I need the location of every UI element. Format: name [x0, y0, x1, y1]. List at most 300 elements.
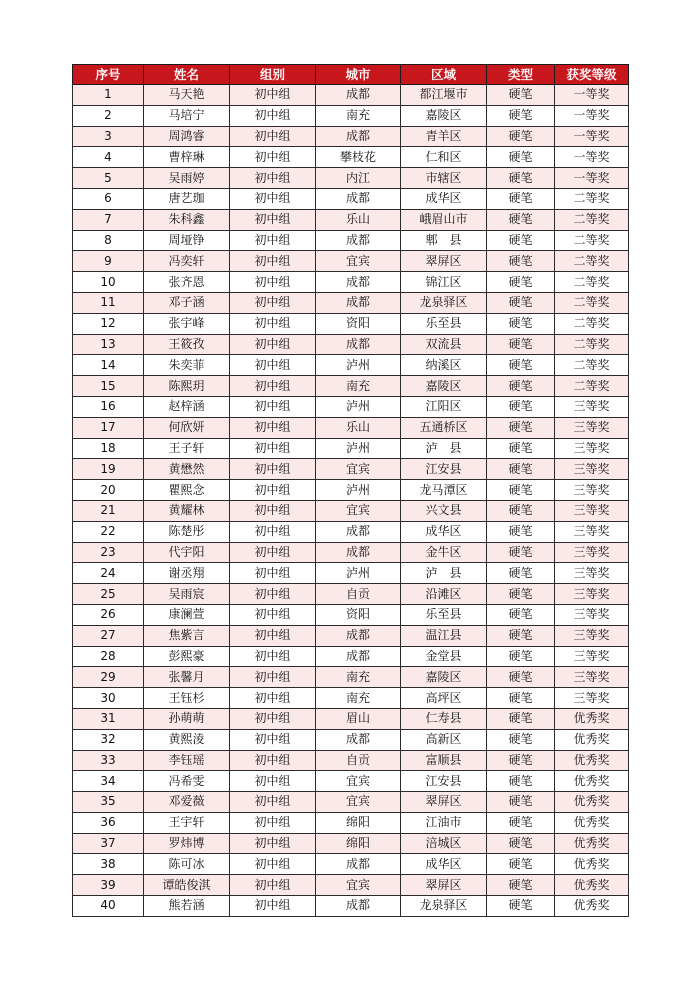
cell-serial-number: 35	[73, 792, 144, 813]
cell-award-level: 优秀奖	[555, 896, 629, 917]
cell-city: 成都	[316, 85, 401, 106]
cell-name: 冯奕轩	[144, 251, 230, 272]
table-row	[73, 396, 629, 417]
cell-award-level: 三等奖	[555, 542, 629, 563]
table-row	[73, 854, 629, 875]
header-award-level: 获奖等级	[555, 65, 629, 85]
cell-award-level: 三等奖	[555, 604, 629, 625]
table-row	[73, 563, 629, 584]
cell-type: 硬笔	[487, 168, 555, 189]
header-type: 类型	[487, 65, 555, 85]
cell-serial-number: 2	[73, 105, 144, 126]
cell-city: 成都	[316, 188, 401, 209]
table-row	[73, 417, 629, 438]
cell-serial-number: 23	[73, 542, 144, 563]
cell-serial-number: 25	[73, 584, 144, 605]
cell-group: 初中组	[230, 604, 316, 625]
cell-city: 泸州	[316, 563, 401, 584]
cell-city: 泸州	[316, 480, 401, 501]
cell-group: 初中组	[230, 750, 316, 771]
cell-serial-number: 3	[73, 126, 144, 147]
cell-district: 沿滩区	[401, 584, 487, 605]
cell-city: 成都	[316, 854, 401, 875]
cell-district: 翠屏区	[401, 875, 487, 896]
cell-district: 乐至县	[401, 604, 487, 625]
cell-group: 初中组	[230, 771, 316, 792]
cell-type: 硬笔	[487, 376, 555, 397]
cell-award-level: 二等奖	[555, 188, 629, 209]
cell-serial-number: 19	[73, 459, 144, 480]
cell-serial-number: 9	[73, 251, 144, 272]
cell-city: 资阳	[316, 604, 401, 625]
cell-group: 初中组	[230, 438, 316, 459]
cell-name: 张宇峰	[144, 313, 230, 334]
cell-district: 龙泉驿区	[401, 896, 487, 917]
cell-name: 马天艳	[144, 85, 230, 106]
cell-type: 硬笔	[487, 729, 555, 750]
cell-district: 金堂县	[401, 646, 487, 667]
table-row	[73, 792, 629, 813]
cell-city: 宜宾	[316, 459, 401, 480]
cell-group: 初中组	[230, 459, 316, 480]
cell-award-level: 二等奖	[555, 334, 629, 355]
cell-group: 初中组	[230, 708, 316, 729]
cell-district: 泸 县	[401, 438, 487, 459]
cell-city: 南充	[316, 667, 401, 688]
cell-city: 南充	[316, 105, 401, 126]
cell-serial-number: 4	[73, 147, 144, 168]
cell-group: 初中组	[230, 625, 316, 646]
cell-group: 初中组	[230, 355, 316, 376]
cell-group: 初中组	[230, 500, 316, 521]
cell-group: 初中组	[230, 188, 316, 209]
cell-type: 硬笔	[487, 292, 555, 313]
cell-serial-number: 37	[73, 833, 144, 854]
cell-serial-number: 5	[73, 168, 144, 189]
header-name: 姓名	[144, 65, 230, 85]
table-row	[73, 376, 629, 397]
cell-award-level: 优秀奖	[555, 750, 629, 771]
cell-district: 嘉陵区	[401, 376, 487, 397]
cell-serial-number: 36	[73, 812, 144, 833]
cell-group: 初中组	[230, 230, 316, 251]
cell-group: 初中组	[230, 251, 316, 272]
cell-award-level: 优秀奖	[555, 812, 629, 833]
cell-award-level: 二等奖	[555, 355, 629, 376]
cell-district: 郫 县	[401, 230, 487, 251]
cell-name: 王宇轩	[144, 812, 230, 833]
table-row	[73, 230, 629, 251]
cell-name: 朱科鑫	[144, 209, 230, 230]
cell-type: 硬笔	[487, 417, 555, 438]
cell-serial-number: 8	[73, 230, 144, 251]
cell-type: 硬笔	[487, 625, 555, 646]
cell-name: 熊若涵	[144, 896, 230, 917]
cell-award-level: 二等奖	[555, 376, 629, 397]
table-row	[73, 251, 629, 272]
cell-name: 王子轩	[144, 438, 230, 459]
cell-group: 初中组	[230, 126, 316, 147]
cell-serial-number: 26	[73, 604, 144, 625]
cell-serial-number: 31	[73, 708, 144, 729]
cell-group: 初中组	[230, 833, 316, 854]
cell-name: 彭熙豪	[144, 646, 230, 667]
cell-name: 谭皓俊淇	[144, 875, 230, 896]
cell-city: 绵阳	[316, 833, 401, 854]
cell-type: 硬笔	[487, 355, 555, 376]
cell-type: 硬笔	[487, 480, 555, 501]
cell-group: 初中组	[230, 105, 316, 126]
cell-city: 泸州	[316, 396, 401, 417]
cell-serial-number: 6	[73, 188, 144, 209]
cell-award-level: 优秀奖	[555, 729, 629, 750]
cell-city: 攀枝花	[316, 147, 401, 168]
header-city: 城市	[316, 65, 401, 85]
cell-award-level: 三等奖	[555, 625, 629, 646]
cell-name: 李钰瑶	[144, 750, 230, 771]
cell-award-level: 三等奖	[555, 646, 629, 667]
cell-type: 硬笔	[487, 313, 555, 334]
cell-group: 初中组	[230, 480, 316, 501]
cell-serial-number: 32	[73, 729, 144, 750]
cell-district: 五通桥区	[401, 417, 487, 438]
cell-name: 王筱孜	[144, 334, 230, 355]
cell-city: 成都	[316, 896, 401, 917]
cell-award-level: 一等奖	[555, 147, 629, 168]
cell-city: 自贡	[316, 750, 401, 771]
cell-district: 龙马潭区	[401, 480, 487, 501]
cell-district: 泸 县	[401, 563, 487, 584]
cell-city: 成都	[316, 625, 401, 646]
cell-serial-number: 11	[73, 292, 144, 313]
cell-group: 初中组	[230, 292, 316, 313]
cell-district: 乐至县	[401, 313, 487, 334]
cell-name: 邓子涵	[144, 292, 230, 313]
cell-award-level: 三等奖	[555, 480, 629, 501]
table-row	[73, 459, 629, 480]
table-row	[73, 896, 629, 917]
cell-award-level: 一等奖	[555, 105, 629, 126]
table-row	[73, 625, 629, 646]
table-row	[73, 85, 629, 106]
header-serial-number: 序号	[73, 65, 144, 85]
table-row	[73, 334, 629, 355]
cell-serial-number: 17	[73, 417, 144, 438]
cell-type: 硬笔	[487, 542, 555, 563]
cell-serial-number: 21	[73, 500, 144, 521]
cell-serial-number: 38	[73, 854, 144, 875]
cell-type: 硬笔	[487, 750, 555, 771]
cell-award-level: 优秀奖	[555, 771, 629, 792]
cell-group: 初中组	[230, 646, 316, 667]
cell-type: 硬笔	[487, 230, 555, 251]
cell-city: 乐山	[316, 209, 401, 230]
cell-city: 成都	[316, 334, 401, 355]
cell-award-level: 三等奖	[555, 563, 629, 584]
cell-serial-number: 13	[73, 334, 144, 355]
table-row	[73, 708, 629, 729]
table-row	[73, 875, 629, 896]
cell-award-level: 三等奖	[555, 667, 629, 688]
cell-type: 硬笔	[487, 334, 555, 355]
cell-type: 硬笔	[487, 438, 555, 459]
cell-name: 陈熙玥	[144, 376, 230, 397]
cell-group: 初中组	[230, 376, 316, 397]
cell-serial-number: 10	[73, 272, 144, 293]
table-row	[73, 480, 629, 501]
cell-award-level: 一等奖	[555, 85, 629, 106]
table-row	[73, 168, 629, 189]
cell-award-level: 优秀奖	[555, 833, 629, 854]
cell-name: 代宇阳	[144, 542, 230, 563]
cell-name: 张齐恩	[144, 272, 230, 293]
cell-type: 硬笔	[487, 646, 555, 667]
cell-type: 硬笔	[487, 396, 555, 417]
cell-district: 峨眉山市	[401, 209, 487, 230]
cell-type: 硬笔	[487, 188, 555, 209]
cell-district: 嘉陵区	[401, 105, 487, 126]
table-body	[73, 85, 629, 917]
cell-award-level: 二等奖	[555, 251, 629, 272]
cell-group: 初中组	[230, 542, 316, 563]
table-row	[73, 812, 629, 833]
cell-district: 青羊区	[401, 126, 487, 147]
cell-award-level: 三等奖	[555, 521, 629, 542]
cell-district: 成华区	[401, 188, 487, 209]
cell-name: 冯希雯	[144, 771, 230, 792]
cell-city: 宜宾	[316, 500, 401, 521]
cell-district: 高坪区	[401, 688, 487, 709]
cell-type: 硬笔	[487, 563, 555, 584]
cell-serial-number: 40	[73, 896, 144, 917]
cell-type: 硬笔	[487, 251, 555, 272]
cell-type: 硬笔	[487, 792, 555, 813]
cell-name: 邓爱薇	[144, 792, 230, 813]
cell-name: 孙萌萌	[144, 708, 230, 729]
table-row	[73, 438, 629, 459]
cell-serial-number: 27	[73, 625, 144, 646]
cell-group: 初中组	[230, 334, 316, 355]
cell-group: 初中组	[230, 667, 316, 688]
cell-district: 江安县	[401, 771, 487, 792]
cell-type: 硬笔	[487, 771, 555, 792]
cell-serial-number: 34	[73, 771, 144, 792]
cell-award-level: 二等奖	[555, 313, 629, 334]
cell-serial-number: 16	[73, 396, 144, 417]
cell-group: 初中组	[230, 688, 316, 709]
cell-city: 成都	[316, 272, 401, 293]
cell-serial-number: 24	[73, 563, 144, 584]
cell-type: 硬笔	[487, 833, 555, 854]
cell-type: 硬笔	[487, 875, 555, 896]
cell-name: 黄熙淩	[144, 729, 230, 750]
cell-type: 硬笔	[487, 584, 555, 605]
cell-serial-number: 20	[73, 480, 144, 501]
cell-city: 成都	[316, 292, 401, 313]
cell-type: 硬笔	[487, 688, 555, 709]
cell-serial-number: 28	[73, 646, 144, 667]
cell-type: 硬笔	[487, 521, 555, 542]
cell-name: 马培宁	[144, 105, 230, 126]
cell-serial-number: 18	[73, 438, 144, 459]
cell-name: 瞿熙念	[144, 480, 230, 501]
cell-award-level: 三等奖	[555, 584, 629, 605]
cell-group: 初中组	[230, 396, 316, 417]
cell-district: 仁和区	[401, 147, 487, 168]
cell-city: 成都	[316, 230, 401, 251]
cell-group: 初中组	[230, 792, 316, 813]
cell-district: 高新区	[401, 729, 487, 750]
cell-serial-number: 12	[73, 313, 144, 334]
cell-group: 初中组	[230, 563, 316, 584]
cell-type: 硬笔	[487, 500, 555, 521]
cell-city: 泸州	[316, 438, 401, 459]
table-row	[73, 500, 629, 521]
cell-district: 都江堰市	[401, 85, 487, 106]
table-row	[73, 147, 629, 168]
cell-city: 乐山	[316, 417, 401, 438]
cell-district: 纳溪区	[401, 355, 487, 376]
cell-group: 初中组	[230, 812, 316, 833]
cell-award-level: 三等奖	[555, 500, 629, 521]
cell-award-level: 二等奖	[555, 292, 629, 313]
cell-group: 初中组	[230, 896, 316, 917]
cell-award-level: 三等奖	[555, 459, 629, 480]
cell-district: 江安县	[401, 459, 487, 480]
cell-district: 成华区	[401, 521, 487, 542]
cell-award-level: 三等奖	[555, 417, 629, 438]
table-row	[73, 126, 629, 147]
table-row	[73, 313, 629, 334]
cell-award-level: 一等奖	[555, 126, 629, 147]
cell-name: 曹梓琳	[144, 147, 230, 168]
award-results-table	[72, 64, 629, 917]
cell-award-level: 二等奖	[555, 230, 629, 251]
cell-serial-number: 22	[73, 521, 144, 542]
table-row	[73, 646, 629, 667]
cell-award-level: 优秀奖	[555, 708, 629, 729]
cell-city: 成都	[316, 126, 401, 147]
cell-name: 朱奕菲	[144, 355, 230, 376]
cell-serial-number: 30	[73, 688, 144, 709]
cell-district: 龙泉驿区	[401, 292, 487, 313]
cell-district: 江油市	[401, 812, 487, 833]
cell-name: 唐艺珈	[144, 188, 230, 209]
cell-serial-number: 33	[73, 750, 144, 771]
cell-type: 硬笔	[487, 459, 555, 480]
table-row	[73, 188, 629, 209]
table-row	[73, 521, 629, 542]
cell-type: 硬笔	[487, 812, 555, 833]
cell-city: 眉山	[316, 708, 401, 729]
table-row	[73, 584, 629, 605]
cell-type: 硬笔	[487, 708, 555, 729]
cell-group: 初中组	[230, 168, 316, 189]
cell-city: 南充	[316, 376, 401, 397]
table-row	[73, 105, 629, 126]
cell-city: 宜宾	[316, 792, 401, 813]
cell-type: 硬笔	[487, 667, 555, 688]
cell-award-level: 优秀奖	[555, 875, 629, 896]
cell-type: 硬笔	[487, 209, 555, 230]
cell-type: 硬笔	[487, 604, 555, 625]
cell-award-level: 二等奖	[555, 272, 629, 293]
cell-district: 温江县	[401, 625, 487, 646]
cell-group: 初中组	[230, 313, 316, 334]
cell-award-level: 优秀奖	[555, 854, 629, 875]
cell-district: 翠屏区	[401, 251, 487, 272]
cell-group: 初中组	[230, 417, 316, 438]
cell-city: 宜宾	[316, 771, 401, 792]
cell-serial-number: 1	[73, 85, 144, 106]
header-row	[73, 65, 629, 85]
cell-serial-number: 7	[73, 209, 144, 230]
cell-type: 硬笔	[487, 896, 555, 917]
cell-city: 宜宾	[316, 251, 401, 272]
cell-group: 初中组	[230, 729, 316, 750]
cell-award-level: 三等奖	[555, 438, 629, 459]
cell-group: 初中组	[230, 272, 316, 293]
cell-serial-number: 29	[73, 667, 144, 688]
cell-award-level: 一等奖	[555, 168, 629, 189]
cell-district: 兴文县	[401, 500, 487, 521]
cell-group: 初中组	[230, 854, 316, 875]
table-row	[73, 688, 629, 709]
cell-district: 翠屏区	[401, 792, 487, 813]
cell-name: 吴雨宸	[144, 584, 230, 605]
cell-city: 成都	[316, 646, 401, 667]
header-district: 区域	[401, 65, 487, 85]
cell-name: 赵梓涵	[144, 396, 230, 417]
cell-type: 硬笔	[487, 105, 555, 126]
cell-city: 南充	[316, 688, 401, 709]
cell-city: 泸州	[316, 355, 401, 376]
cell-name: 陈楚彤	[144, 521, 230, 542]
cell-city: 自贡	[316, 584, 401, 605]
table-row	[73, 771, 629, 792]
cell-name: 周鸿睿	[144, 126, 230, 147]
cell-district: 金牛区	[401, 542, 487, 563]
cell-group: 初中组	[230, 584, 316, 605]
cell-district: 锦江区	[401, 272, 487, 293]
cell-group: 初中组	[230, 521, 316, 542]
cell-name: 焦紫言	[144, 625, 230, 646]
cell-name: 谢丞翔	[144, 563, 230, 584]
cell-type: 硬笔	[487, 272, 555, 293]
table-header	[73, 65, 629, 85]
cell-name: 周垭铮	[144, 230, 230, 251]
cell-city: 内江	[316, 168, 401, 189]
table-row	[73, 604, 629, 625]
cell-name: 黄懋然	[144, 459, 230, 480]
cell-name: 康澜萱	[144, 604, 230, 625]
table-row	[73, 542, 629, 563]
cell-city: 成都	[316, 542, 401, 563]
cell-city: 资阳	[316, 313, 401, 334]
cell-award-level: 优秀奖	[555, 792, 629, 813]
cell-district: 成华区	[401, 854, 487, 875]
cell-name: 张馨月	[144, 667, 230, 688]
cell-district: 仁寿县	[401, 708, 487, 729]
table-row	[73, 292, 629, 313]
cell-district: 江阳区	[401, 396, 487, 417]
cell-name: 何欣妍	[144, 417, 230, 438]
cell-city: 成都	[316, 521, 401, 542]
table-row	[73, 209, 629, 230]
table-row	[73, 729, 629, 750]
cell-city: 绵阳	[316, 812, 401, 833]
cell-group: 初中组	[230, 147, 316, 168]
